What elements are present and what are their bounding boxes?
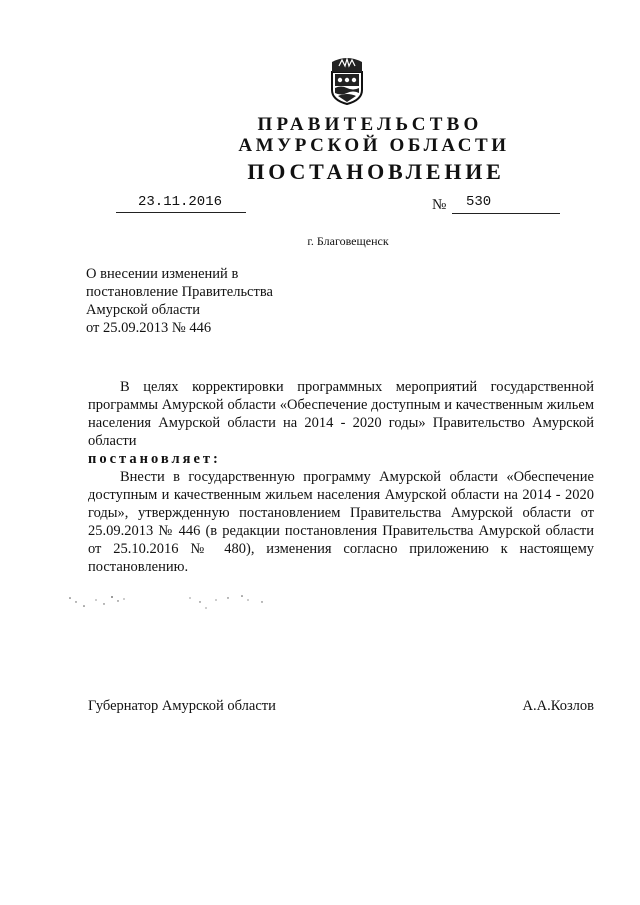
subject-line: О внесении изменений в bbox=[86, 266, 239, 282]
government-name-line1: ПРАВИТЕЛЬСТВО bbox=[257, 114, 483, 135]
subject-line: постановление Правительства bbox=[86, 284, 273, 300]
coat-of-arms-icon bbox=[326, 56, 368, 106]
clause-paragraph: Внести в государственную программу Амурской области «Обеспечение доступным и качественным жильем населения Амурской области на 2014 - 2020 годы», утвержденную постановлением Правительства Амурской области от 25.09.2013 № 446 (в редакции постановления Правительства Амурской области от 25.10.2016 № 480), изменения согласно приложению к настоящему постановлению. bbox=[88, 469, 594, 575]
document-subject bbox=[86, 265, 273, 337]
document-number: 530 bbox=[466, 194, 492, 210]
government-name-line2: АМУРСКОЙ ОБЛАСТИ bbox=[238, 135, 510, 156]
document-type-title: ПОСТАНОВЛЕНИЕ bbox=[247, 159, 505, 184]
signatory-name: А.А.Козлов bbox=[522, 698, 594, 714]
number-label: № bbox=[432, 197, 447, 213]
subject-line: Амурской области bbox=[86, 302, 200, 318]
document-date: 23.11.2016 bbox=[138, 194, 223, 210]
signatory-position: Губернатор Амурской области bbox=[88, 698, 276, 714]
number-underline bbox=[452, 213, 560, 214]
scan-artifacts bbox=[66, 586, 286, 616]
preamble-paragraph: В целях корректировки программных мероприятий государственной программы Амурской области «Обеспечение доступным и качественным жильем населения Амурской области на 2014 - 2020 годы» Правительство Амурской области bbox=[88, 379, 594, 449]
city-name: г. Благовещенск bbox=[307, 234, 389, 248]
subject-line: от 25.09.2013 № 446 bbox=[86, 320, 212, 336]
date-underline bbox=[116, 212, 246, 213]
resolve-word: постановляет: bbox=[88, 451, 221, 467]
document-body bbox=[88, 378, 594, 576]
